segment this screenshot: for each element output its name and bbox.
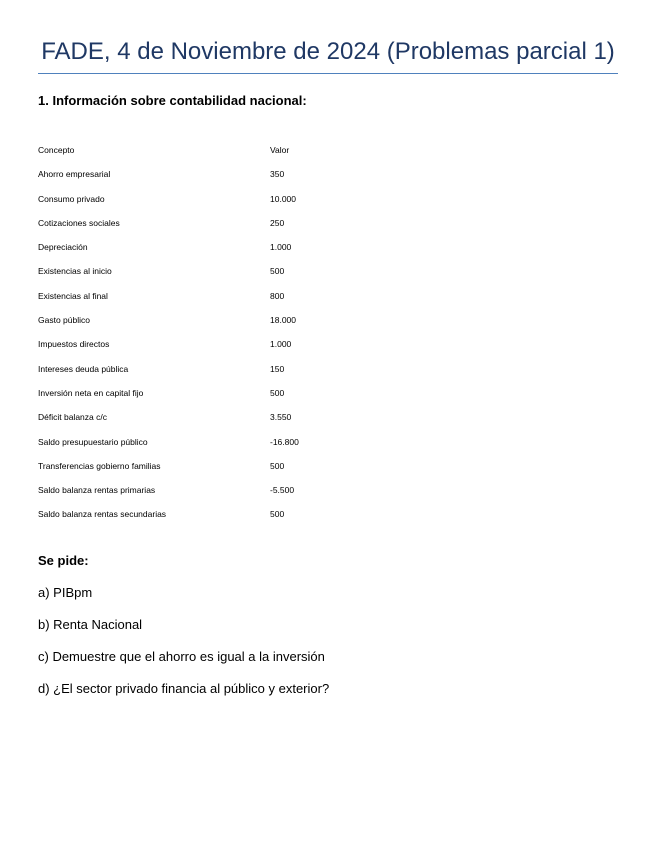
row-concept: Gasto público [38, 315, 90, 326]
table-row [38, 192, 338, 216]
question-item: c) Demuestre que el ahorro es igual a la inversión [38, 649, 325, 664]
row-concept: Cotizaciones sociales [38, 217, 120, 228]
section-heading: 1. Información sobre contabilidad nacional: [38, 93, 307, 108]
table-row [38, 435, 338, 459]
column-header-value: Valor [270, 145, 290, 155]
row-concept: Déficit balanza c/c [38, 412, 107, 423]
row-concept: Intereses deuda pública [38, 363, 129, 374]
table-row [38, 507, 338, 531]
table-row [38, 216, 338, 240]
row-value: 250 [270, 217, 285, 228]
table-row [38, 459, 338, 483]
row-value: 500 [270, 387, 285, 398]
questions-section [38, 553, 329, 713]
document-title: FADE, 4 de Noviembre de 2024 (Problemas parcial 1) [41, 38, 615, 65]
row-concept: Saldo balanza rentas secundarias [38, 509, 167, 520]
table-row [38, 483, 338, 507]
table-header-row [38, 143, 338, 167]
question-item: a) PIBpm [38, 585, 93, 600]
column-header-concept: Concepto [38, 145, 75, 155]
row-concept: Transferencias gobierno familias [38, 460, 161, 471]
row-value: 150 [270, 363, 285, 374]
question-item: d) ¿El sector privado financia al público y exterior? [38, 681, 330, 696]
row-concept: Consumo privado [38, 193, 105, 204]
accounting-table [38, 143, 338, 532]
row-concept: Saldo presupuestario público [38, 436, 148, 447]
row-value: 1.000 [270, 242, 292, 253]
table-row [38, 313, 338, 337]
table-row [38, 362, 338, 386]
table-row [38, 337, 338, 361]
table-row [38, 240, 338, 264]
question-item: b) Renta Nacional [38, 617, 143, 632]
row-value: 350 [270, 169, 285, 180]
row-value: 500 [270, 266, 285, 277]
row-concept: Existencias al final [38, 290, 108, 301]
row-value: 18.000 [270, 315, 296, 326]
row-concept: Ahorro empresarial [38, 169, 111, 180]
row-value: 10.000 [270, 193, 296, 204]
questions-heading: Se pide: [38, 553, 89, 568]
row-value: 500 [270, 509, 285, 520]
title-underline [38, 73, 618, 74]
row-concept: Impuestos directos [38, 339, 110, 350]
table-row [38, 167, 338, 191]
row-value: -5.500 [270, 485, 295, 496]
row-concept: Saldo balanza rentas primarias [38, 485, 156, 496]
table-row [38, 289, 338, 313]
row-value: 1.000 [270, 339, 292, 350]
table-row [38, 386, 338, 410]
row-concept: Depreciación [38, 242, 88, 253]
row-concept: Inversión neta en capital fijo [38, 387, 144, 398]
table-row [38, 410, 338, 434]
row-concept: Existencias al inicio [38, 266, 112, 277]
table-row [38, 264, 338, 288]
row-value: -16.800 [270, 436, 299, 447]
row-value: 800 [270, 290, 285, 301]
row-value: 500 [270, 460, 285, 471]
row-value: 3.550 [270, 412, 292, 423]
